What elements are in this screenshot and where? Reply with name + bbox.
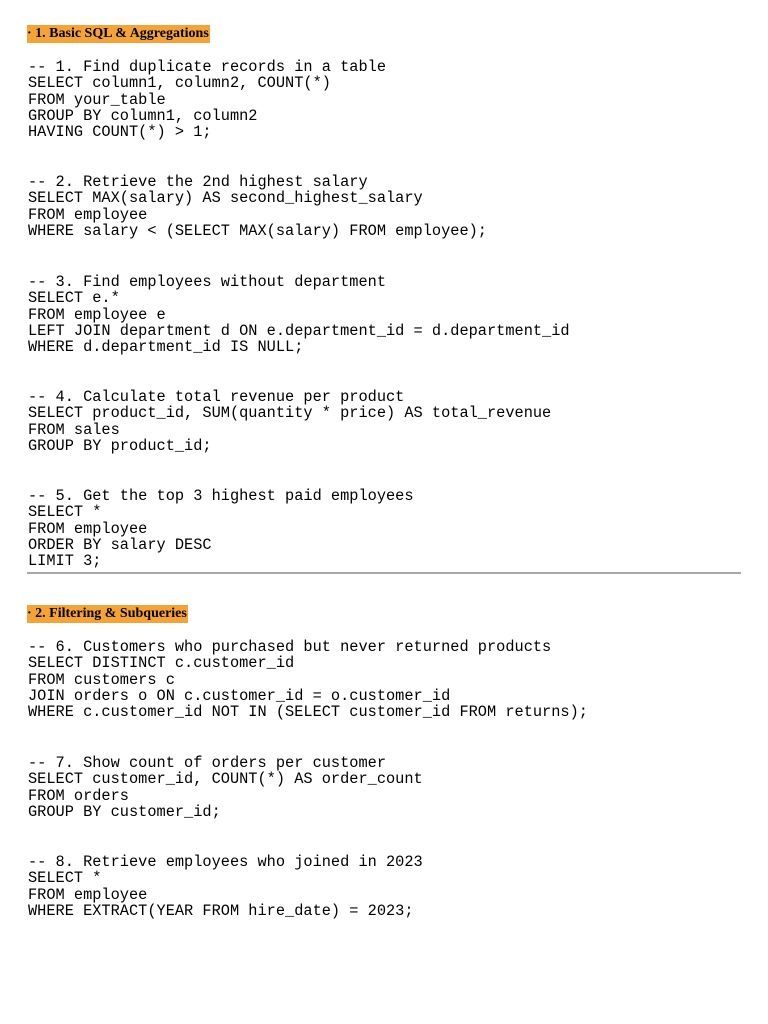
code-line: HAVING COUNT(*) > 1; [28,123,212,142]
code-line: FROM employee [28,205,148,224]
query-block-total-revenue [28,389,551,454]
code-line: FROM employee e [28,305,166,324]
code-line: ORDER BY salary DESC [28,535,212,554]
query-block-never-returned [28,639,588,720]
code-line: WHERE c.customer_id NOT IN (SELECT customer_id FROM returns); [28,703,588,722]
code-line: FROM your_table [28,90,166,109]
code-comment: -- 6. Customers who purchased but never returned products [28,638,552,656]
code-comment: -- 3. Find employees without department [28,273,387,291]
query-block-joined-2023 [28,854,423,919]
code-line: WHERE d.department_id IS NULL; [28,338,304,357]
code-line: SELECT * [28,869,102,888]
code-line: FROM orders [28,786,129,805]
query-block-employees-without-department [28,274,570,355]
code-comment: -- 8. Retrieve employees who joined in 2023 [28,853,423,871]
code-line: JOIN orders o ON c.customer_id = o.customer_id [28,686,451,705]
code-line: LEFT JOIN department d ON e.department_id = d.department_id [28,321,570,340]
code-line: SELECT e.* [28,289,120,308]
code-line: SELECT DISTINCT c.customer_id [28,654,295,673]
code-comment: -- 7. Show count of orders per customer [28,754,387,772]
code-line: FROM sales [28,420,120,439]
code-line: SELECT column1, column2, COUNT(*) [28,74,331,93]
code-line: GROUP BY column1, column2 [28,106,258,125]
code-line: GROUP BY customer_id; [28,802,221,821]
section-heading-filtering-subqueries: · 2. Filtering & Subqueries [27,606,187,621]
query-block-orders-per-customer [28,755,423,820]
code-comment: -- 1. Find duplicate records in a table [28,58,387,76]
code-comment: -- 4. Calculate total revenue per product [28,388,405,406]
code-line: FROM employee [28,885,148,904]
code-line: SELECT * [28,503,102,522]
code-line: LIMIT 3; [28,552,102,571]
query-block-find-duplicates [28,59,386,140]
code-line: FROM employee [28,519,148,538]
code-line: WHERE salary < (SELECT MAX(salary) FROM employee); [28,221,487,240]
query-block-top-paid-employees [28,488,414,569]
code-comment: -- 5. Get the top 3 highest paid employees [28,487,414,505]
code-line: SELECT product_id, SUM(quantity * price) AS total_revenue [28,404,552,423]
code-comment: -- 2. Retrieve the 2nd highest salary [28,173,368,191]
code-line: SELECT customer_id, COUNT(*) AS order_count [28,770,423,789]
query-block-second-highest-salary [28,174,487,239]
code-line: GROUP BY product_id; [28,436,212,455]
code-line: SELECT MAX(salary) AS second_highest_salary [28,189,423,208]
code-line: FROM customers c [28,670,175,689]
section-heading-basic-sql: · 1. Basic SQL & Aggregations [27,26,209,41]
code-line: WHERE EXTRACT(YEAR FROM hire_date) = 2023; [28,901,414,920]
section-divider [27,572,741,574]
